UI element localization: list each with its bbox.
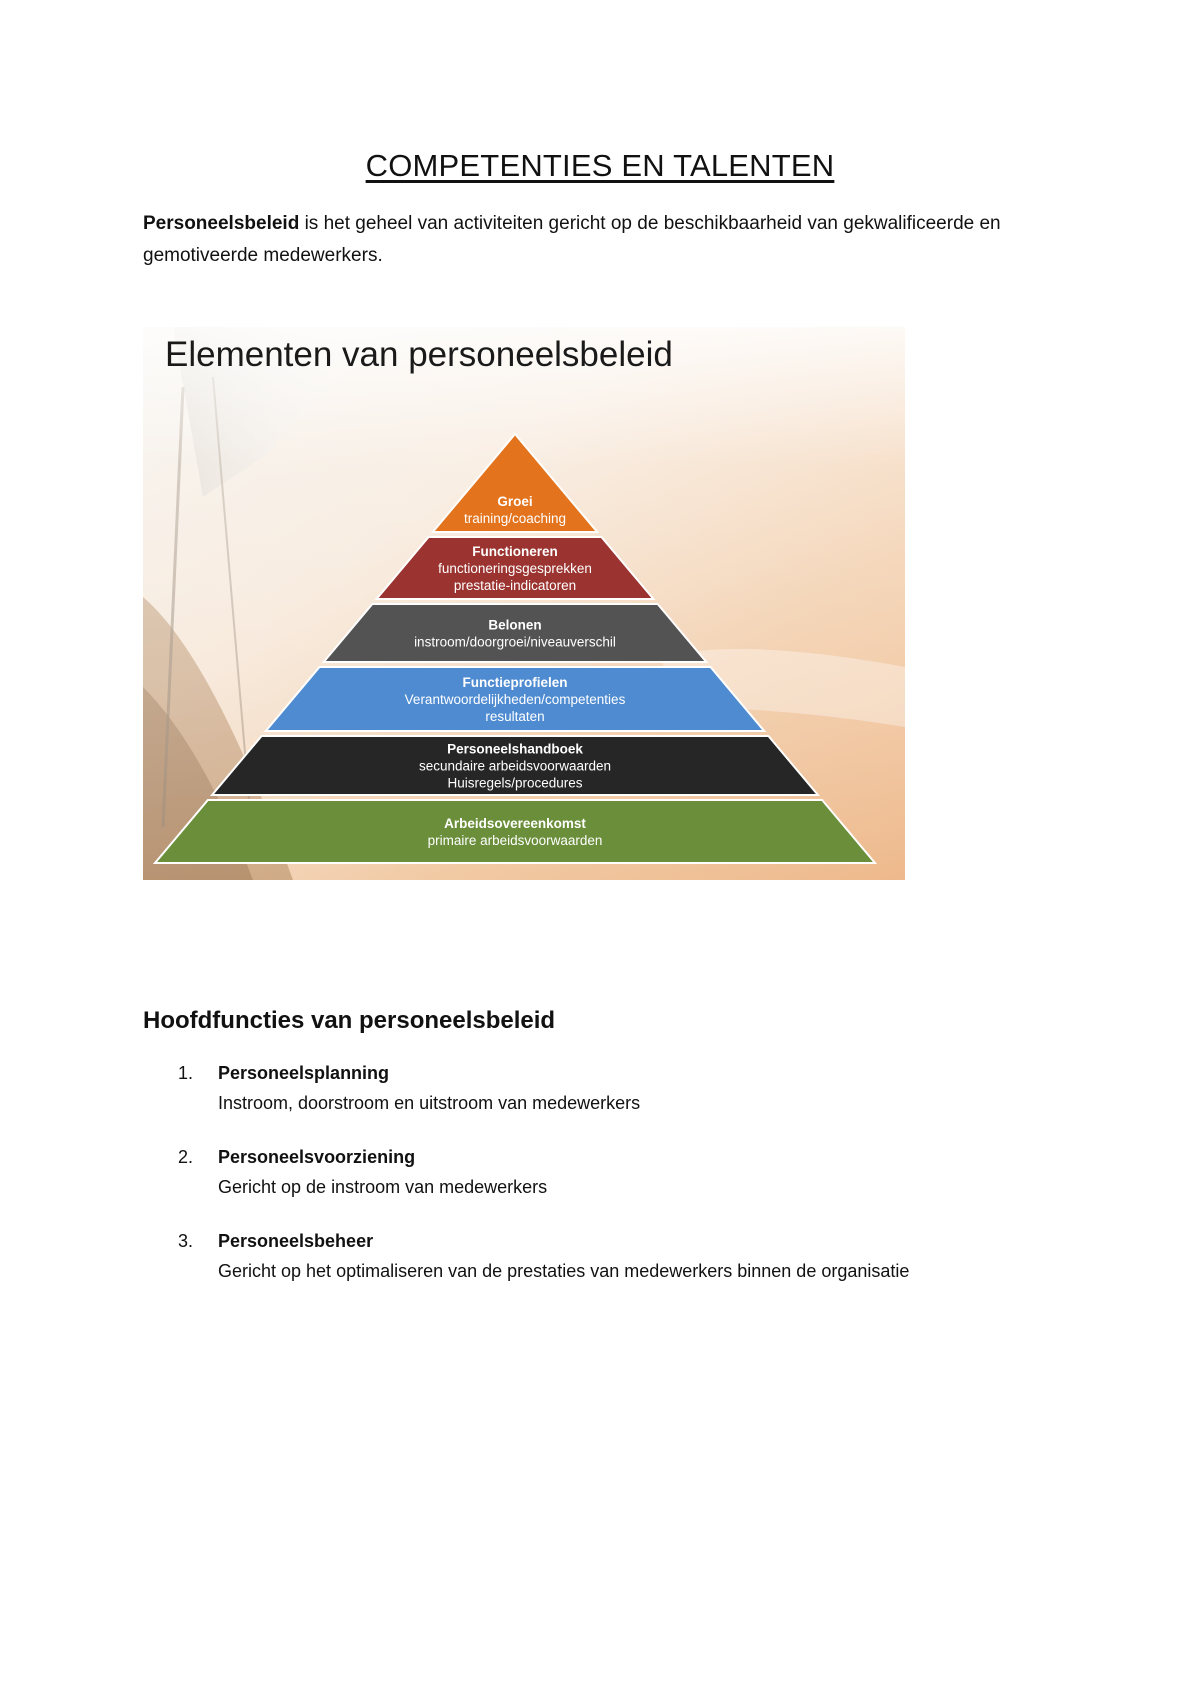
pyramid-layer-line: functioneringsgesprekken: [438, 561, 592, 576]
pyramid-layer-line: training/coaching: [463, 511, 567, 526]
pyramid-layer-line: Verantwoordelijkheden/competenties: [404, 692, 626, 707]
pyramid-layer-line: secundaire arbeidsvoorwaarden: [418, 758, 612, 774]
list-item-description: Gericht op het optimaliseren van de prestaties van medewerkers binnen de organisatie: [218, 1261, 910, 1281]
document-title: COMPETENTIES EN TALENTEN: [365, 148, 835, 183]
pyramid-layer-title: Arbeidsovereenkomst: [444, 816, 586, 831]
section-heading: Hoofdfuncties van personeelsbeleid: [143, 1007, 556, 1034]
list-item: [178, 1058, 1078, 1118]
figure-title: Elementen van personeelsbeleid: [165, 335, 673, 374]
list-item-name: Personeelsvoorziening: [218, 1147, 416, 1167]
list-item-description: Instroom, doorstroom en uitstroom van medewerkers: [218, 1093, 641, 1113]
pyramid-layer-line: prestatie-indicatoren: [453, 578, 577, 593]
pyramid-layer-line: resultaten: [485, 709, 545, 724]
pyramid-layer-line: primaire arbeidsvoorwaarden: [427, 833, 603, 848]
functions-list: [178, 1058, 1078, 1310]
list-item: [178, 1226, 1078, 1286]
list-item: [178, 1142, 1078, 1202]
intro-term: Personeelsbeleid: [143, 213, 300, 234]
pyramid-layer-line: instroom/doorgroei/niveauverschil: [414, 634, 616, 650]
list-item-number: 2.: [178, 1147, 194, 1167]
pyramid-layer-line: Huisregels/procedures: [447, 775, 583, 791]
intro-paragraph: [143, 208, 1073, 272]
pyramid-layer-title: Groei: [497, 494, 533, 509]
list-item-name: Personeelsbeheer: [218, 1231, 374, 1251]
personnel-policy-pyramid-figure: [143, 327, 905, 880]
pyramid-layer-title: Belonen: [488, 617, 542, 633]
pyramid-layer-title: Functieprofielen: [462, 675, 568, 690]
list-item-name: Personeelsplanning: [218, 1063, 390, 1083]
pyramid-layer-title: Functioneren: [472, 544, 558, 559]
pyramid-layer-arbeidsovereenkomst: [155, 800, 875, 863]
intro-text: is het geheel van activiteiten gericht op de beschikbaarheid van gekwalificeerde en gemotiveerde medewerkers.: [143, 213, 1001, 266]
list-item-description: Gericht op de instroom van medewerkers: [218, 1177, 548, 1197]
pyramid-layer-title: Personeelshandboek: [447, 741, 583, 757]
list-item-number: 3.: [178, 1231, 194, 1251]
pyramid-svg: [143, 327, 905, 880]
pyramid-layer-belonen: [324, 604, 707, 662]
list-item-number: 1.: [178, 1063, 194, 1083]
